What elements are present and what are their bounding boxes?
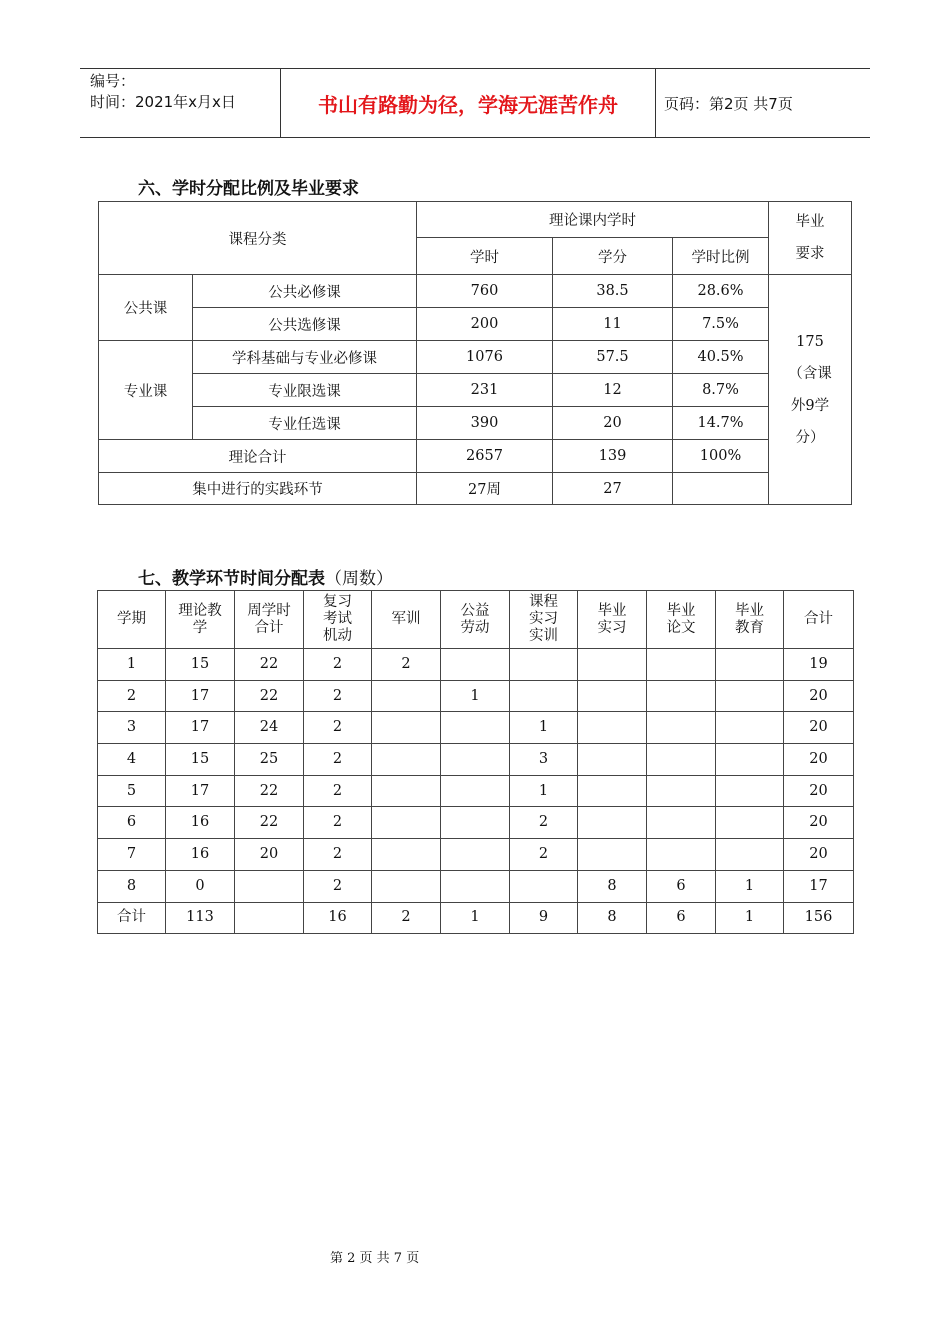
header-grad-line2: 要求 <box>795 246 825 262</box>
course-ratio: 28.6% <box>673 275 769 308</box>
table-cell: 2 <box>304 680 372 712</box>
weeks-header-line: 合计 <box>804 611 833 627</box>
course-name: 学科基础与专业必修课 <box>193 341 417 374</box>
table-cell: 156 <box>784 902 854 934</box>
table-cell: 16 <box>166 807 235 839</box>
header-motto: 书山有路勤为径，学海无涯苦作舟 <box>280 69 656 137</box>
table-cell: 2 <box>510 839 578 871</box>
table-cell <box>235 902 304 934</box>
table-cell: 8 <box>98 870 166 902</box>
table-cell <box>372 680 441 712</box>
weeks-header-line: 实训 <box>529 628 558 644</box>
table-cell <box>647 649 716 681</box>
page-footer: 第 2 页 共 7 页 <box>330 1251 420 1266</box>
table-row <box>98 680 854 712</box>
table-cell: 17 <box>784 870 854 902</box>
table-cell <box>716 649 784 681</box>
section6-title: 六、学时分配比例及毕业要求 <box>138 179 359 199</box>
weeks-header-line: 实习 <box>597 619 627 636</box>
table-cell: 24 <box>235 712 304 744</box>
course-hours: 200 <box>417 308 553 341</box>
graduation-requirement-value <box>769 275 852 505</box>
weeks-header-line: 理论教 <box>178 602 222 619</box>
table-cell: 6 <box>98 807 166 839</box>
table-cell <box>372 807 441 839</box>
table-cell <box>716 680 784 712</box>
table-cell <box>647 775 716 807</box>
weeks-header-line: 实习 <box>529 611 558 627</box>
table-cell: 20 <box>784 744 854 776</box>
course-ratio: 7.5% <box>673 308 769 341</box>
table-cell <box>578 839 647 871</box>
weeks-header-line: 劳动 <box>460 619 490 636</box>
table-cell: 1 <box>716 870 784 902</box>
table-cell: 20 <box>235 839 304 871</box>
table-row <box>98 902 854 934</box>
course-credits: 57.5 <box>553 341 673 374</box>
table-row <box>98 649 854 681</box>
table-cell: 15 <box>166 649 235 681</box>
table-cell: 7 <box>98 839 166 871</box>
table-row <box>98 775 854 807</box>
table-cell: 17 <box>166 775 235 807</box>
table-cell: 2 <box>510 807 578 839</box>
table-cell: 1 <box>98 649 166 681</box>
table-cell: 9 <box>510 902 578 934</box>
practice-ratio <box>673 473 769 505</box>
weeks-header-line: 毕业 <box>597 602 627 619</box>
table-row <box>98 712 854 744</box>
table-cell: 25 <box>235 744 304 776</box>
table-cell <box>647 807 716 839</box>
table-cell: 20 <box>784 807 854 839</box>
section7-title-text: 七、教学环节时间分配表 <box>138 569 325 589</box>
table-cell: 合计 <box>98 902 166 934</box>
weeks-header-line: 教育 <box>735 619 764 636</box>
total-ratio: 100% <box>673 440 769 473</box>
course-hours: 390 <box>417 407 553 440</box>
table-cell: 20 <box>784 839 854 871</box>
table-cell: 4 <box>98 744 166 776</box>
practice-credits: 27 <box>553 473 673 505</box>
group-major: 专业课 <box>99 341 193 440</box>
weeks-header-line: 公益 <box>460 602 490 619</box>
weeks-header-cell <box>372 591 441 649</box>
table-cell <box>647 712 716 744</box>
table-cell: 2 <box>304 712 372 744</box>
table-cell <box>441 712 510 744</box>
course-ratio: 14.7% <box>673 407 769 440</box>
table-cell: 0 <box>166 870 235 902</box>
section7-title <box>138 564 393 589</box>
table-cell <box>441 649 510 681</box>
total-hours: 2657 <box>417 440 553 473</box>
weeks-header-cell <box>166 591 235 649</box>
weeks-header-cell <box>716 591 784 649</box>
weeks-header-line: 军训 <box>391 611 421 627</box>
course-credits: 11 <box>553 308 673 341</box>
course-name: 公共选修课 <box>193 308 417 341</box>
table-cell <box>441 807 510 839</box>
course-ratio: 8.7% <box>673 374 769 407</box>
weeks-header-line: 周学时 <box>247 602 291 619</box>
table-row <box>98 807 854 839</box>
course-name: 专业任选课 <box>193 407 417 440</box>
table-cell: 6 <box>647 870 716 902</box>
course-name: 专业限选课 <box>193 374 417 407</box>
grad-line: 175 <box>796 333 824 350</box>
table-cell <box>441 775 510 807</box>
total-credits: 139 <box>553 440 673 473</box>
table-cell <box>578 680 647 712</box>
weeks-header-line: 机动 <box>323 628 352 644</box>
table-cell: 1 <box>510 712 578 744</box>
table-cell: 17 <box>166 680 235 712</box>
table-cell: 8 <box>578 902 647 934</box>
table-cell: 2 <box>372 902 441 934</box>
weeks-header-cell <box>235 591 304 649</box>
table-row <box>98 839 854 871</box>
header-grad-line1: 毕业 <box>795 214 825 230</box>
practice-hours: 27周 <box>417 473 553 505</box>
table-cell <box>441 870 510 902</box>
table-cell: 22 <box>235 680 304 712</box>
header-hours: 学时 <box>417 238 553 275</box>
table-cell: 17 <box>166 712 235 744</box>
table-cell: 2 <box>304 744 372 776</box>
total-name: 理论合计 <box>99 440 417 473</box>
table-cell: 3 <box>510 744 578 776</box>
table-cell: 3 <box>98 712 166 744</box>
table-cell: 2 <box>304 839 372 871</box>
table-cell <box>441 744 510 776</box>
credit-allocation-table <box>98 201 852 505</box>
table-cell: 19 <box>784 649 854 681</box>
weeks-header-line: 论文 <box>666 619 696 636</box>
teaching-weeks-table <box>97 590 854 934</box>
table-cell <box>372 712 441 744</box>
table-cell <box>578 649 647 681</box>
table-cell: 22 <box>235 807 304 839</box>
table-cell <box>372 870 441 902</box>
table-cell: 16 <box>166 839 235 871</box>
table-row <box>98 870 854 902</box>
weeks-header-cell <box>98 591 166 649</box>
weeks-header-cell <box>647 591 716 649</box>
weeks-header-cell <box>441 591 510 649</box>
table-cell: 2 <box>304 870 372 902</box>
course-credits: 38.5 <box>553 275 673 308</box>
table-cell: 22 <box>235 775 304 807</box>
table-cell: 2 <box>372 649 441 681</box>
table-cell <box>716 839 784 871</box>
weeks-header-cell <box>784 591 854 649</box>
table-cell <box>578 712 647 744</box>
table-cell: 1 <box>510 775 578 807</box>
course-credits: 20 <box>553 407 673 440</box>
table-cell <box>647 839 716 871</box>
course-name: 公共必修课 <box>193 275 417 308</box>
table-cell <box>716 775 784 807</box>
table-cell <box>372 775 441 807</box>
course-hours: 760 <box>417 275 553 308</box>
table-cell: 2 <box>304 807 372 839</box>
table-cell: 20 <box>784 712 854 744</box>
table-cell <box>372 839 441 871</box>
weeks-header-line: 学期 <box>117 611 146 627</box>
course-credits: 12 <box>553 374 673 407</box>
page-header <box>80 68 870 138</box>
weeks-header-line: 学 <box>192 619 208 636</box>
course-ratio: 40.5% <box>673 341 769 374</box>
table-cell: 20 <box>784 775 854 807</box>
table-cell <box>510 870 578 902</box>
table-cell: 5 <box>98 775 166 807</box>
table-cell <box>510 649 578 681</box>
header-page-label: 页码：第2页 共7页 <box>664 94 793 113</box>
table-cell: 2 <box>98 680 166 712</box>
table-cell: 8 <box>578 870 647 902</box>
table-cell <box>716 712 784 744</box>
weeks-header-cell <box>578 591 647 649</box>
table-cell <box>441 839 510 871</box>
group-public: 公共课 <box>99 275 193 341</box>
table-cell <box>578 807 647 839</box>
weeks-header-line: 考试 <box>323 611 352 627</box>
section7-title-suffix: （周数） <box>325 569 393 589</box>
grad-line: 分） <box>795 429 825 446</box>
weeks-header-line: 合计 <box>254 619 284 636</box>
weeks-header-line: 毕业 <box>735 602 764 619</box>
table-cell <box>647 680 716 712</box>
weeks-header-line: 毕业 <box>666 602 696 619</box>
weeks-header-row <box>98 591 854 649</box>
table-cell: 1 <box>441 902 510 934</box>
table-cell: 1 <box>441 680 510 712</box>
header-meta <box>80 69 280 137</box>
table-cell: 15 <box>166 744 235 776</box>
weeks-header-line: 课程 <box>529 594 558 610</box>
table-cell <box>578 775 647 807</box>
grad-line: 外9学 <box>790 397 830 414</box>
table-row <box>98 744 854 776</box>
header-graduation-requirement <box>769 202 852 275</box>
table-cell: 1 <box>716 902 784 934</box>
table-cell <box>578 744 647 776</box>
header-ratio: 学时比例 <box>673 238 769 275</box>
table-cell <box>235 870 304 902</box>
table-cell: 20 <box>784 680 854 712</box>
table-cell: 6 <box>647 902 716 934</box>
header-credits: 学分 <box>553 238 673 275</box>
practice-name: 集中进行的实践环节 <box>99 473 417 505</box>
table-cell: 22 <box>235 649 304 681</box>
doc-time-label: 时间：2021年x月x日 <box>90 93 236 111</box>
table-cell <box>647 744 716 776</box>
weeks-header-line: 复习 <box>323 594 352 610</box>
header-theory-hours: 理论课内学时 <box>417 202 769 238</box>
table-cell <box>716 807 784 839</box>
table-cell <box>510 680 578 712</box>
grad-line: （含课 <box>788 365 832 382</box>
table-cell <box>372 744 441 776</box>
table-cell: 16 <box>304 902 372 934</box>
table-cell: 2 <box>304 649 372 681</box>
weeks-header-cell <box>510 591 578 649</box>
course-hours: 231 <box>417 374 553 407</box>
header-course-category: 课程分类 <box>99 202 417 275</box>
table-cell <box>716 744 784 776</box>
table-cell: 113 <box>166 902 235 934</box>
table-cell: 2 <box>304 775 372 807</box>
course-hours: 1076 <box>417 341 553 374</box>
doc-code-label: 编号： <box>90 72 136 90</box>
weeks-header-cell <box>304 591 372 649</box>
